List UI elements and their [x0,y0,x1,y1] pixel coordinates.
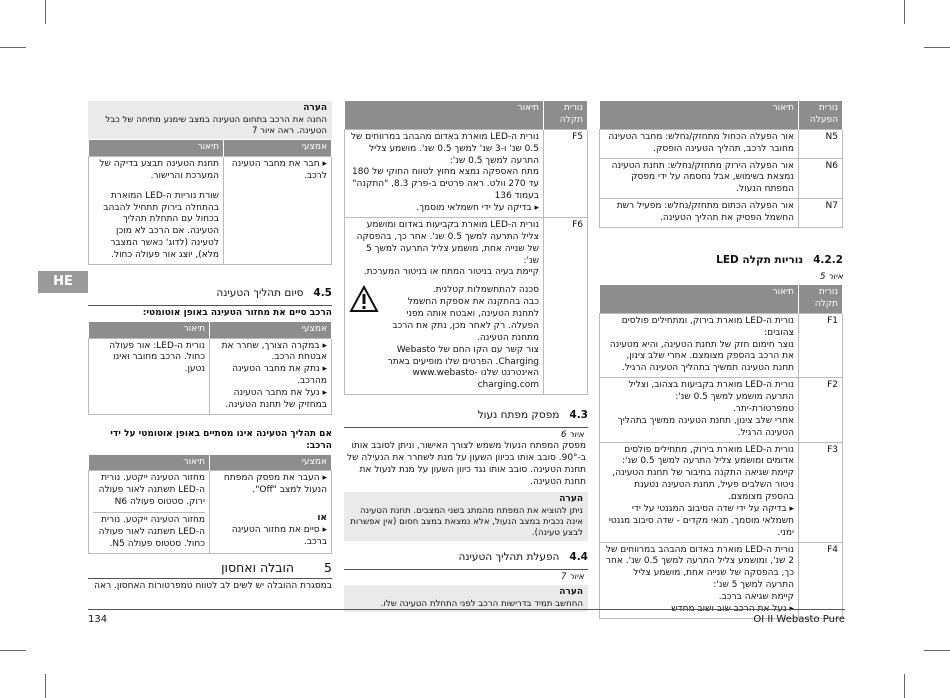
divider [344,427,588,428]
fault-code: F4 [799,542,843,618]
figure-reference: איור 7 [560,571,584,582]
action-bullet: ▸ נעל את מחבר הטעינה במחזיק של תחנת הטעינה. [214,388,327,412]
warning-title: סכנה להתחשמלות קטלנית. [432,285,539,296]
section-heading [88,560,332,577]
or-label: או [317,513,327,524]
table-row [600,199,843,228]
start-charging-table [88,140,332,265]
action-bullet: ▸ סיים את מחזור הטעינה ברכב. [214,525,327,549]
figure-reference: איור 6 [560,429,584,440]
table-header: תיאור [600,101,799,129]
table-header: נורית תקלה [544,101,588,129]
table-row [600,542,843,618]
table-header: תיאור [89,322,210,338]
action-bullet: ▸ בדיקה על ידי חשמלאי מוסמך. [349,203,539,215]
table-header: תיאור [345,101,544,129]
table-row [600,158,843,199]
fault-description [600,378,799,442]
action-bullet: ▸ נעל את הרכב שוב ושוב מחדש [604,604,794,616]
divider [88,305,332,306]
product-name: OI II Webasto Pure [753,614,845,625]
crop-mark [0,650,26,651]
action-bullet: ▸ בדיקה על ידי שדה הסיבוב המגנטי על ידי חשמלאי מוסמך. תנאי מקדים - שדה סיבוב מגנטי ימני. [604,504,794,540]
table-row [89,338,332,414]
note-title: הערה [303,103,327,113]
crop-mark [924,650,950,651]
fault-line: טמפרטורת-יתר. [732,403,794,414]
fault-description [345,129,544,217]
crop-mark [904,0,905,24]
paragraph: במסגרת ההובלה יש לשים לב לטווח טמפרטורות האחסון. ראה [94,581,332,592]
subheading: הרכב סיים את מחזור הטעינה באופן אוטומטי: [142,307,332,318]
table-header: אמצעי [224,140,332,156]
crop-mark [45,674,46,698]
note-text: החנה את הרכב בתחום הטעינה במצב שימנע מתיחה של כבל הטעינה. ראה איור 7 [105,114,327,136]
fault-lights-table [599,285,843,619]
section-number: 4.3 [569,409,588,422]
action-cell [210,338,332,414]
manual-end-table [88,455,332,554]
description-cell [89,156,224,264]
description-line: מחזור הטעינה ייקטע. נורית ה-LED תשתנה לאור פעולה כחול. סטטוס פעולה N5. [93,512,205,551]
light-code: N6 [799,158,843,199]
right-column [599,101,843,619]
figure-reference: איור 5 [819,271,843,282]
fault-line: קיימת שגיאה התקנה בחיבור של תחנת הטעינה, ניטור השלבים פעיל, תחנת הטעינה נטענת בהספק מצומצם. [612,468,794,503]
description-cell [89,471,210,553]
fault-code: F6 [544,217,588,394]
crop-mark [924,47,950,48]
section-title: נוריות תקלה LED [716,253,804,266]
table-header: אמצעי [210,455,332,471]
table-row [89,471,332,553]
action-cell [224,156,332,264]
page-number: 134 [88,614,108,625]
table-row [345,129,588,217]
light-description: אור הפעלה הכתום מתחזק/נחלש: מפעיל רשת החשמל הפסיק את תהליך הטעינה. [600,199,799,228]
crop-mark [45,0,46,24]
table-row [600,442,843,542]
subheading: אם תהליך הטעינה אינו מסתיים באופן אוטומטי על ידי הרכב: [110,428,332,451]
end-charging-table [88,322,332,415]
table-row [600,378,843,442]
fault-description [600,313,799,377]
fault-lights-table-continued [344,101,588,395]
light-code: N5 [799,129,843,158]
section-number: 4.5 [313,286,332,299]
fault-line: קיימת שגיאה ברכב. [718,592,794,603]
section-title: הפעלת תהליך הטעינה [458,551,560,564]
divider [344,569,588,570]
fault-line: נוצר חימום חזק של תחנת הטעינה, והיא מטעינה את הרכב בהספק מצומצם. אחרי שלב צינון, תחנת הטעינה תמשיך בתהליך הטעינה הרגיל. [609,339,794,374]
section-heading [344,551,588,565]
table-row [89,156,332,264]
table-header: תיאור [89,140,224,156]
section-heading [344,409,588,423]
section-title: הובלה ואחסון [221,559,295,575]
fault-line: נורית ה-LED מוארת בירוק, מתחילים פולסים אדומים ומושמע צליל התרעה למשך 0.5 שנ': [621,444,794,467]
action-cell [210,471,332,553]
action-bullet: ▸ העבר את מפסק המפתח הנעול למצב "Off". [214,473,327,497]
light-code: N7 [799,199,843,228]
fault-line: נורית ה-LED מוארת בקביעות באדום ומושמע צליל התרעה למשך 0.5 שנ'. אחר כך, בהפסקה של שנייה אחת, מושמע צליל התרעה למשך 5 שנ': [356,219,539,266]
fault-line: אחרי שלב צינון, תחנת הטעינה ממשיך בתהליך הטעינה הרגיל. [617,415,794,438]
description-line: מחזור הטעינה ייקטע. נורית ה-LED תשתנה לאור פעולה ירוק. סטטוס פעולה N6 [98,473,205,508]
crop-mark [0,47,26,48]
warning-text: כבה בהתקנה את אספקת החשמל לתחנת הטעינה, ואבטח אותה מפני הפעלה. רק לאחר מכן, נתק את הרכב מתחנת הטעינה. [392,297,539,343]
fault-description [345,217,544,394]
fault-code: F3 [799,442,843,542]
table-header: תיאור [600,285,799,313]
note-text: ניתן להוציא את המפתח מהמתג בשני המצבים. תחנת הטעינה אינה נכבית במצב הנעול, אלא נמצאת במצב חסום (אין אפשרות לבצע טעינה). [350,505,583,538]
description-line: תחנת הטעינה תבצע בדיקה של המערכת והרישור. [99,158,219,181]
action-bullet: ▸ במקרה הצורך, שחרר את אבטחת הרכב. [214,341,327,365]
language-tab: HE [38,271,88,293]
left-column [88,101,332,593]
fault-line: נורית ה-LED מוארת באדום מהבהב במרווחים של 0.5 שנ' ו-3 שנ' למשך 0.5 שנ'. מושמע צליל התרעה למשך 0.5 שנ': [350,131,539,166]
fault-description [600,542,799,618]
table-row [600,313,843,377]
fault-line: קיימת בעיה בניטור המתח או בניטור המערכת. [363,267,539,278]
table-header: נורית תקלה [799,285,843,313]
note-title: הערה [559,493,583,504]
operation-lights-table [599,101,843,228]
crop-mark [904,674,905,698]
fault-line: נורית ה-LED מוארת באדום מהבהב במרווחים של 2 שנ', ומושמע צליל התרעה למשך 0.5 שנ'. אחר כך, בהפסקה של שנייה אחת, מושמע צליל התרעה למשך 5 שנ': [605,544,794,591]
fault-line: מתח האספקה נמצא מחוץ לטווח החוקי של 180 עד 270 וולט. ראה פרטים ב-פרק 8.3, "התקנה" בעמוד 136 [352,167,539,202]
warning-contact: צור קשר עם הקו החם של Webasto Charging. הפרטים שלו מופיעים באתר האינטרנט שלנו www.webasto-charging.com [387,344,539,391]
section-number: 4.2.2 [813,253,843,266]
paragraph: מפסק המפתח הנעול משמש לצורך האישור, וניתן לסובב אותו ב-90°. סובב אותו בכיוון השעון על מנת לשחרר את הנעילה של תחנת הטעינה. סובב אותו נגד כיוון השעון על מנת לנעול את תחנת הטעינה. [347,441,586,487]
note-text: החחשב תמיד בדרישות הרכב לפני התחלת הטעינה שלו. [380,598,583,609]
light-description: אור הפעלה הירוק מתחזק/נחלש: תחנת הטעינה נמצאת בשימוש, אבל נחסמה על ידי מפסק המפתח הנעול. [600,158,799,199]
section-title: סיום תהליך הטעינה [216,286,304,299]
table-row [600,129,843,158]
fault-code: F5 [544,129,588,217]
section-number: 4.4 [569,551,588,564]
note-box [88,101,332,139]
table-row [345,217,588,394]
fault-line: נורית ה-LED מוארת בקביעות בצהוב, וצליל התרעה מושמע למשך 0.5 שנ': [628,380,794,403]
warning-block [349,285,539,392]
divider [88,578,332,579]
action-bullet: ▸ נתק את מחבר הטעינה מהרכב. [214,364,327,388]
description-line: שורת נוריות ה-LED המוארת בהתחלה בירוק תתחיל להבהב בכחול עם התחלת תהליך הטעינה. אם הרכב לא מוכן לטעינה (לדוג' כאשר המצבר מלא), יוצג אור פעולה כחול. [103,190,219,261]
section-heading [599,254,843,268]
description-cell: נורית ה-LED: אור פעולה כחול. הרכב מחובר ואינו נטען. [89,338,210,414]
fault-code: F2 [799,378,843,442]
fault-description [600,442,799,542]
action-bullet: ▸ חבר את מחבר הטעינה לרכב. [228,159,327,183]
section-number: 5 [324,559,332,575]
footer-rule [88,609,845,610]
section-heading [88,287,332,301]
warning-triangle-icon [349,285,379,313]
note-title: הערה [559,587,583,598]
table-header: אמצעי [210,322,332,338]
fault-line: נורית ה-LED מוארת בירוק, ומתחילים פולסים צהובים: [621,315,794,338]
middle-column [344,101,588,612]
note-box [344,492,588,541]
light-description: אור הפעלה הכחול מתחזק/נחלש: מחבר הטעינה מחובר לרכב, תהליך הטעינה הופסק. [600,129,799,158]
table-header: תיאור [89,455,210,471]
table-header: נורית הפעלה [799,101,843,129]
section-title: מפסק מפתח נעול [477,409,560,422]
fault-code: F1 [799,313,843,377]
